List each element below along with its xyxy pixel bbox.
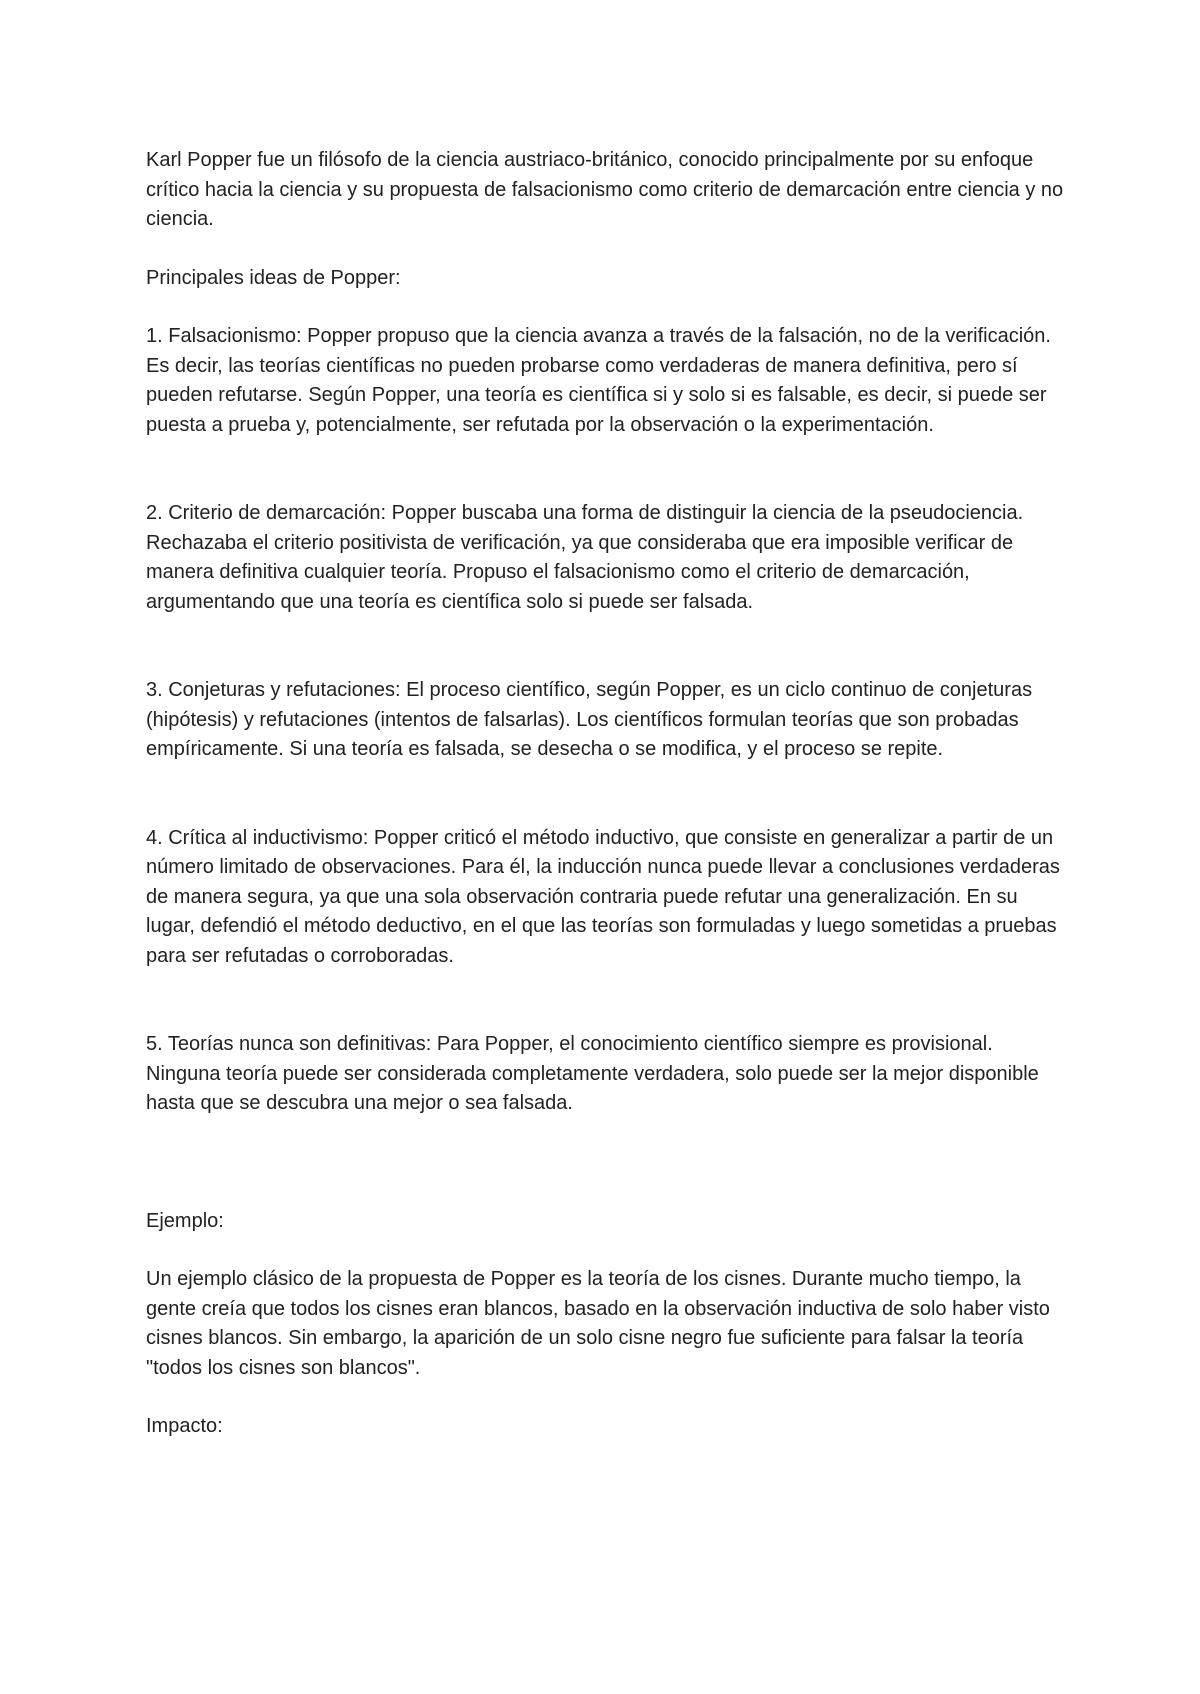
document-body xyxy=(146,146,1066,1442)
spacer xyxy=(146,765,1066,824)
idea-conjeturas: 3. Conjeturas y refutaciones: El proceso científico, según Popper, es un ciclo continuo de conjeturas (hipótesis) y refutaciones (intentos de falsarlas). Los científicos formulan teorías que son probadas empíricamente. Si una teoría es falsada, se desecha o se modifica, y el proceso se repite. xyxy=(146,679,1033,760)
spacer xyxy=(146,1236,1066,1265)
impact-heading: Impacto: xyxy=(146,1415,223,1437)
spacer xyxy=(146,971,1066,1030)
spacer xyxy=(146,235,1066,264)
idea-inductivismo: 4. Crítica al inductivismo: Popper criticó el método inductivo, que consiste en generalizar a partir de un número limitado de observaciones. Para él, la inducción nunca puede llevar a conclusiones verdaderas de manera segura, ya que una sola observación contraria puede refutar una generalización. En su lugar, defendió el método deductivo, en el que las teorías son formuladas y luego sometidas a pruebas para ser refutadas o corroboradas. xyxy=(146,826,1060,967)
example-paragraph: Un ejemplo clásico de la propuesta de Popper es la teoría de los cisnes. Durante mucho tiempo, la gente creía que todos los cisnes eran blancos, basado en la observación inductiva de solo haber visto cisnes blancos. Sin embargo, la aparición de un solo cisne negro fue suficiente para falsar la teoría "todos los cisnes son blancos". xyxy=(146,1268,1050,1379)
idea-provisional: 5. Teorías nunca son definitivas: Para Popper, el conocimiento científico siempre es provisional. Ninguna teoría puede ser considerada completamente verdadera, solo puede ser la mejor disponible hasta que se descubra una mejor o sea falsada. xyxy=(146,1033,1039,1114)
spacer xyxy=(146,1383,1066,1412)
idea-demarcacion: 2. Criterio de demarcación: Popper buscaba una forma de distinguir la ciencia de la pseudociencia. Rechazaba el criterio positivista de verificación, ya que consideraba que era imposible verificar de manera definitiva cualquier teoría. Propuso el falsacionismo como el criterio de demarcación, argumentando que una teoría es científica solo si puede ser falsada. xyxy=(146,502,1024,613)
spacer xyxy=(146,440,1066,499)
idea-falsacionismo: 1. Falsacionismo: Popper propuso que la ciencia avanza a través de la falsación, no de la verificación. Es decir, las teorías científicas no pueden probarse como verdaderas de manera definitiva, pero sí pueden refutarse. Según Popper, una teoría es científica si y solo si es falsable, es decir, si puede ser puesta a prueba y, potencialmente, ser refutada por la observación o la experimentación. xyxy=(146,325,1051,436)
spacer xyxy=(146,617,1066,676)
intro-paragraph: Karl Popper fue un filósofo de la ciencia austriaco-británico, conocido principalmente por su enfoque crítico hacia la ciencia y su propuesta de falsacionismo como criterio de demarcación entre ciencia y no ciencia. xyxy=(146,149,1064,230)
ideas-heading: Principales ideas de Popper: xyxy=(146,266,401,289)
spacer xyxy=(146,1119,1066,1207)
example-heading: Ejemplo: xyxy=(146,1209,224,1232)
spacer xyxy=(146,293,1066,322)
